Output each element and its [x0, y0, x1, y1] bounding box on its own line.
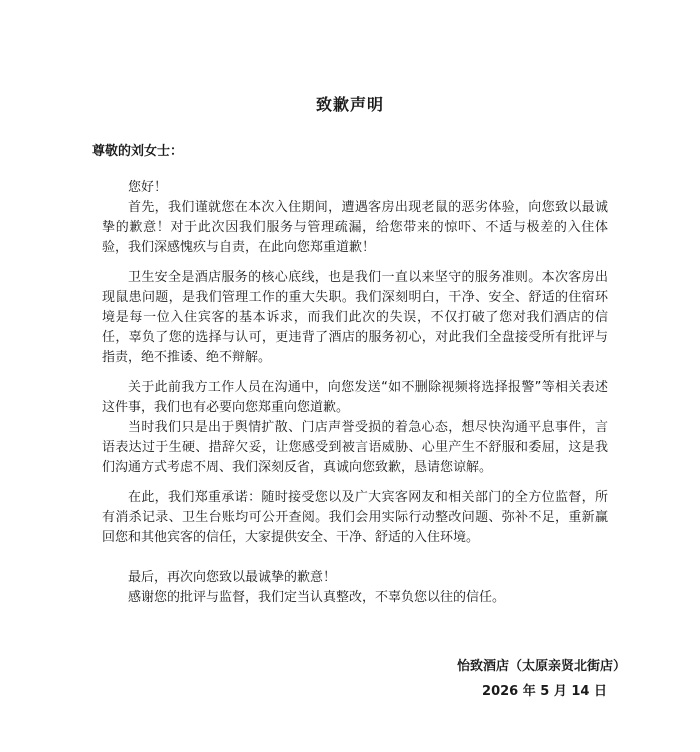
paragraph-commitment: 在此，我们郑重承诺：随时接受您以及广大宾客网友和相关部门的全方位监督，所有消杀记录、卫生台账均可公开查阅。我们会用实际行动整改问题、弥补不足，重新赢回您和其他宾客的信任，大家提供安全、干净、舒适的入住环境。 — [102, 490, 608, 545]
paragraph-thanks: 感谢您的批评与监督，我们定当认真整改，不辜负您以往的信任。 — [128, 590, 506, 605]
paragraph-apology: 首先，我们谨就您在本次入住期间，遭遇客房出现老鼠的恶劣体验，向您致以最诚挚的歉意！对于此次因我们服务与管理疏漏，给您带来的惊吓、不适与极差的入住体验，我们深感愧疚与自责，在此向您郑重道歉！ — [102, 200, 608, 255]
paragraph-staff-communication: 关于此前我方工作人员在沟通中，向您发送“如不删除视频将选择报警”等相关表述这件事，我们也有必要向您郑重向您道歉。 — [102, 380, 608, 415]
paragraph-hygiene: 卫生安全是酒店服务的核心底线，也是我们一直以来坚守的服务准则。本次客房出现鼠患问题，是我们管理工作的重大失职。我们深刻明白，干净、安全、舒适的住宿环境是每一位入住宾客的基本诉求，而我们此次的失误，不仅打破了您对我们酒店的信任，辜负了您的选择与认可，更违背了酒店的服务初心，对此我们全盘接受所有批评与指责，绝不推诿、绝不辩解。 — [102, 270, 608, 365]
paragraph-closing: 最后，再次向您致以最诚挚的歉意！ — [128, 570, 337, 585]
paragraph-explanation: 当时我们只是出于舆情扩散、门店声誉受损的着急心态，想尽快沟通平息事件，言语表达过于生硬、措辞欠妥，让您感受到被言语威胁、心里产生不舒服和委屈，这是我们沟通方式考虑不周、我们深刻反省，真诚向您致歉，恳请您谅解。 — [102, 420, 608, 475]
date: 2026 年 5 月 14 日 — [482, 684, 607, 699]
signature: 怡致酒店（太原亲贤北街店） — [456, 659, 626, 674]
paragraph-greeting: 您好！ — [128, 180, 168, 195]
document-title: 致歉声明 — [315, 95, 384, 114]
salutation: 尊敬的刘女士： — [92, 144, 184, 159]
